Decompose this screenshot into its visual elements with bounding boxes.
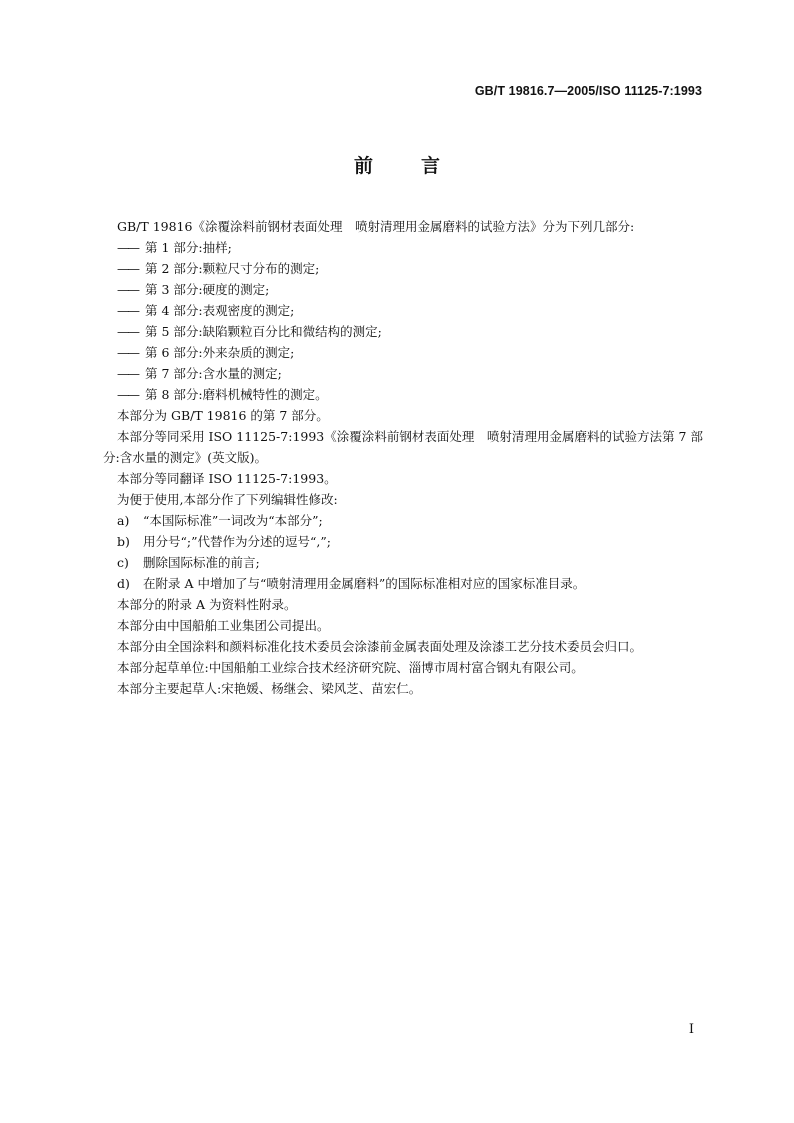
foreword-body: [103, 216, 703, 699]
page-title: 前言: [353, 155, 488, 177]
edit-list-item: [103, 510, 703, 531]
part-text: 第 6 部分:外来杂质的测定;: [145, 345, 295, 360]
standard-number-header: GB/T 19816.7—2005/ISO 11125-7:1993: [474, 84, 702, 98]
em-dash: ——: [117, 387, 138, 402]
part-list-item: [103, 237, 703, 258]
intro-paragraph: GB/T 19816《涂覆涂料前钢材表面处理 喷射清理用金属磨料的试验方法》分为下列几部分:: [117, 219, 635, 234]
page-number: I: [688, 1022, 694, 1037]
part-list-item: [103, 321, 703, 342]
proposed-by-paragraph: 本部分由中国船舶工业集团公司提出。: [117, 618, 330, 633]
part-list-item: [103, 258, 703, 279]
part-list-item: [103, 279, 703, 300]
part-list-item: [103, 384, 703, 405]
centralized-by-paragraph: 本部分由全国涂料和颜料标准化技术委员会涂漆前金属表面处理及涂漆工艺分技术委员会归口。: [117, 639, 643, 654]
part-list-item: [103, 342, 703, 363]
part-text: 第 2 部分:颗粒尺寸分布的测定;: [145, 261, 320, 276]
part-text: 第 5 部分:缺陷颗粒百分比和微结构的测定;: [145, 324, 382, 339]
drafters-paragraph: 本部分主要起草人:宋艳媛、杨继会、梁风芝、苗宏仁。: [117, 681, 422, 696]
em-dash: ——: [117, 303, 138, 318]
em-dash: ——: [117, 240, 138, 255]
adoption-paragraph: 本部分等同采用 ISO 11125-7:1993《涂覆涂料前钢材表面处理 喷射清理用金属磨料的试验方法第 7 部分:含水量的测定》(英文版)。: [103, 429, 703, 465]
part-text: 第 3 部分:硬度的测定;: [145, 282, 270, 297]
part-text: 第 7 部分:含水量的测定;: [145, 366, 282, 381]
edit-list-item: [103, 531, 703, 552]
edit-text: 删除国际标准的前言;: [143, 555, 260, 570]
translation-paragraph: 本部分等同翻译 ISO 11125-7:1993。: [117, 471, 337, 486]
part-of-paragraph: 本部分为 GB/T 19816 的第 7 部分。: [117, 408, 329, 423]
part-text: 第 1 部分:抽样;: [145, 240, 232, 255]
edit-text: 在附录 A 中增加了与“喷射清理用金属磨料”的国际标准相对应的国家标准目录。: [143, 576, 586, 591]
edit-text: “本国际标准”一词改为“本部分”;: [143, 513, 323, 528]
list-marker: b): [117, 534, 130, 549]
em-dash: ——: [117, 324, 138, 339]
em-dash: ——: [117, 282, 138, 297]
edit-text: 用分号“;”代替作为分述的逗号“,”;: [143, 534, 331, 549]
appendix-paragraph: 本部分的附录 A 为资料性附录。: [117, 597, 297, 612]
list-marker: d): [117, 576, 130, 591]
part-list-item: [103, 363, 703, 384]
list-marker: c): [117, 555, 129, 570]
edit-list-item: [103, 573, 703, 594]
part-list-item: [103, 300, 703, 321]
part-text: 第 8 部分:磨料机械特性的测定。: [145, 387, 328, 402]
edits-intro-paragraph: 为便于使用,本部分作了下列编辑性修改:: [117, 492, 338, 507]
edit-list-item: [103, 552, 703, 573]
list-marker: a): [117, 513, 130, 528]
em-dash: ——: [117, 345, 138, 360]
em-dash: ——: [117, 366, 138, 381]
em-dash: ——: [117, 261, 138, 276]
part-text: 第 4 部分:表观密度的测定;: [145, 303, 295, 318]
drafting-units-paragraph: 本部分起草单位:中国船舶工业综合技术经济研究院、淄博市周村富合钢丸有限公司。: [117, 660, 584, 675]
